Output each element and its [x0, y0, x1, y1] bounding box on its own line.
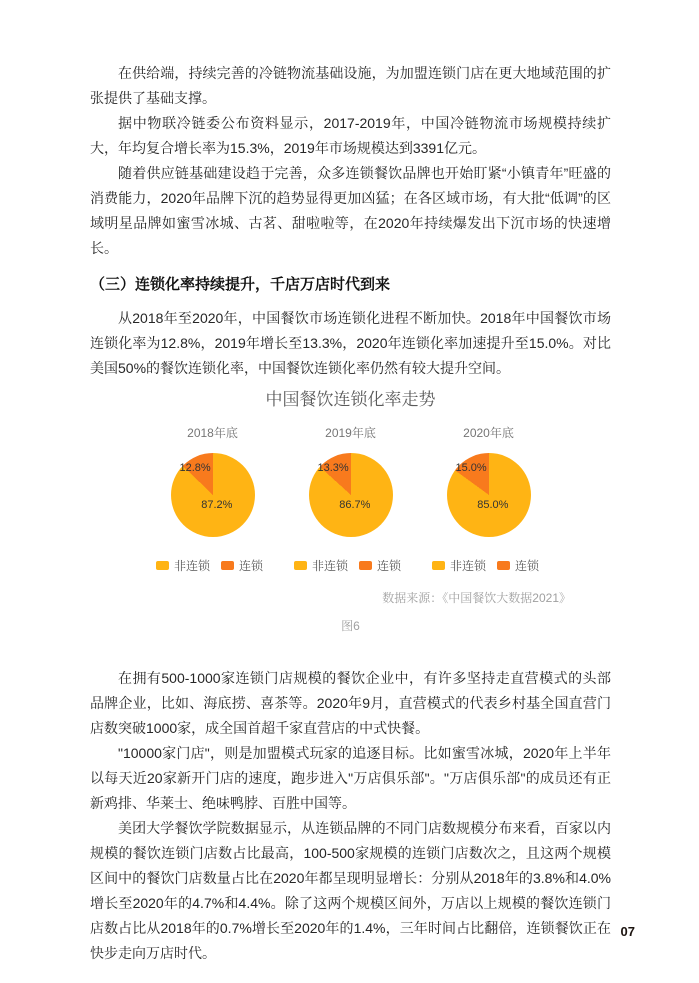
chart-title: 中国餐饮连锁化率走势 [265, 390, 436, 409]
pie-year-label-2018: 2018年底 [187, 426, 238, 440]
pie-legend-2020 [423, 557, 555, 574]
paragraph-cold-chain: 据中物联冷链委公布资料显示，2017-2019年，中国冷链物流市场规模持续扩大，年均复合增长率为15.3%，2019年市场规模达到3391亿元。 [90, 115, 611, 156]
legend-label-non-chain: 非连锁 [173, 559, 210, 573]
non-chain-share-label-2020: 85.0% [477, 499, 509, 511]
legend-label-chain: 连锁 [239, 559, 264, 573]
pie-legend-2019 [285, 557, 417, 574]
legend-label-non-chain: 非连锁 [449, 559, 486, 573]
chain-rate-chart [90, 388, 611, 634]
legend-label-chain: 连锁 [515, 559, 540, 573]
pie-legend-2018 [147, 557, 279, 574]
non-chain-share-label-2019: 86.7% [339, 499, 371, 511]
page-content [90, 61, 611, 966]
legend-swatch-non-chain [432, 561, 445, 570]
paragraph-supply-side: 在供给端，持续完善的冷链物流基础设施，为加盟连锁门店在更大地域范围的扩张提供了基础支撑。 [90, 65, 611, 106]
pie-year-label-2020: 2020年底 [463, 426, 514, 440]
pie-year-label-2019: 2019年底 [325, 426, 376, 440]
chain-share-label-2018: 12.8% [179, 462, 211, 474]
pie-wrap-2020 [447, 453, 531, 537]
paragraph-brand-sinking: 随着供应链基础建设趋于完善，众多连锁餐饮品牌也开始盯紧“小镇青年”旺盛的消费能力，2020年品牌下沉的趋势显得更加凶猛；在各区域市场，有大批“低调”的区域明星品牌如蜜雪冰城、古茗、甜啦啦等，在2020年持续爆发出下沉市场的快速增长。 [90, 165, 611, 256]
chart-data-source: 数据来源：《中国餐饮大数据2021》 [382, 591, 571, 605]
pie-chart-2019 [285, 424, 417, 574]
legend-swatch-non-chain [294, 561, 307, 570]
section-heading: （三）连锁化率持续提升，千店万店时代到来 [90, 276, 391, 293]
legend-swatch-chain [497, 561, 510, 570]
non-chain-share-label-2018: 87.2% [201, 499, 233, 511]
pie-charts-row [90, 424, 611, 574]
paragraph-direct-operation: 在拥有500-1000家连锁门店规模的餐饮企业中，有许多坚持走直营模式的头部品牌企业，比如、海底捞、喜茶等。2020年9月，直营模式的代表乡村基全国直营门店数突破1000家，成全国首超千家直营店的中式快餐。 [90, 670, 611, 736]
chain-share-label-2019: 13.3% [317, 462, 349, 474]
figure-caption: 图6 [341, 619, 360, 633]
legend-label-chain: 连锁 [377, 559, 402, 573]
chain-share-label-2020: 15.0% [455, 462, 487, 474]
legend-swatch-chain [359, 561, 372, 570]
paragraph-franchise-10000: "10000家门店"，则是加盟模式玩家的追逐目标。比如蜜雪冰城，2020年上半年以每天近20家新开门店的速度，跑步进入"万店俱乐部"。"万店俱乐部"的成员还有正新鸡排、华莱士、绝味鸭脖、百胜中国等。 [90, 745, 611, 811]
legend-swatch-non-chain [156, 561, 169, 570]
pie-chart-2018 [147, 424, 279, 574]
pie-wrap-2018 [171, 453, 255, 537]
legend-swatch-chain [221, 561, 234, 570]
pie-chart-2020 [423, 424, 555, 574]
paragraph-chain-rate: 从2018年至2020年，中国餐饮市场连锁化进程不断加快。2018年中国餐饮市场连锁化率为12.8%，2019年增长至13.3%，2020年连锁化率加速提升至15.0%。对比美国50%的餐饮连锁化率，中国餐饮连锁化率仍然有较大提升空间。 [90, 310, 611, 376]
legend-label-non-chain: 非连锁 [311, 559, 348, 573]
paragraph-meituan-data: 美团大学餐饮学院数据显示，从连锁品牌的不同门店数规模分布来看，百家以内规模的餐饮连锁门店数占比最高，100-500家规模的连锁门店数次之，且这两个规模区间中的餐饮门店数量占比在2020年都呈现明显增长：分别从2018年的3.8%和4.0%增长至2020年的4.7%和4.4%。除了这两个规模区间外，万店以上规模的餐饮连锁门店数占比从2018年的0.7%增长至2020年的1.4%，三年时间占比翻倍，连锁餐饮正在快步走向万店时代。 [90, 820, 611, 961]
page-number: 07 [620, 924, 635, 939]
pie-wrap-2019 [309, 453, 393, 537]
